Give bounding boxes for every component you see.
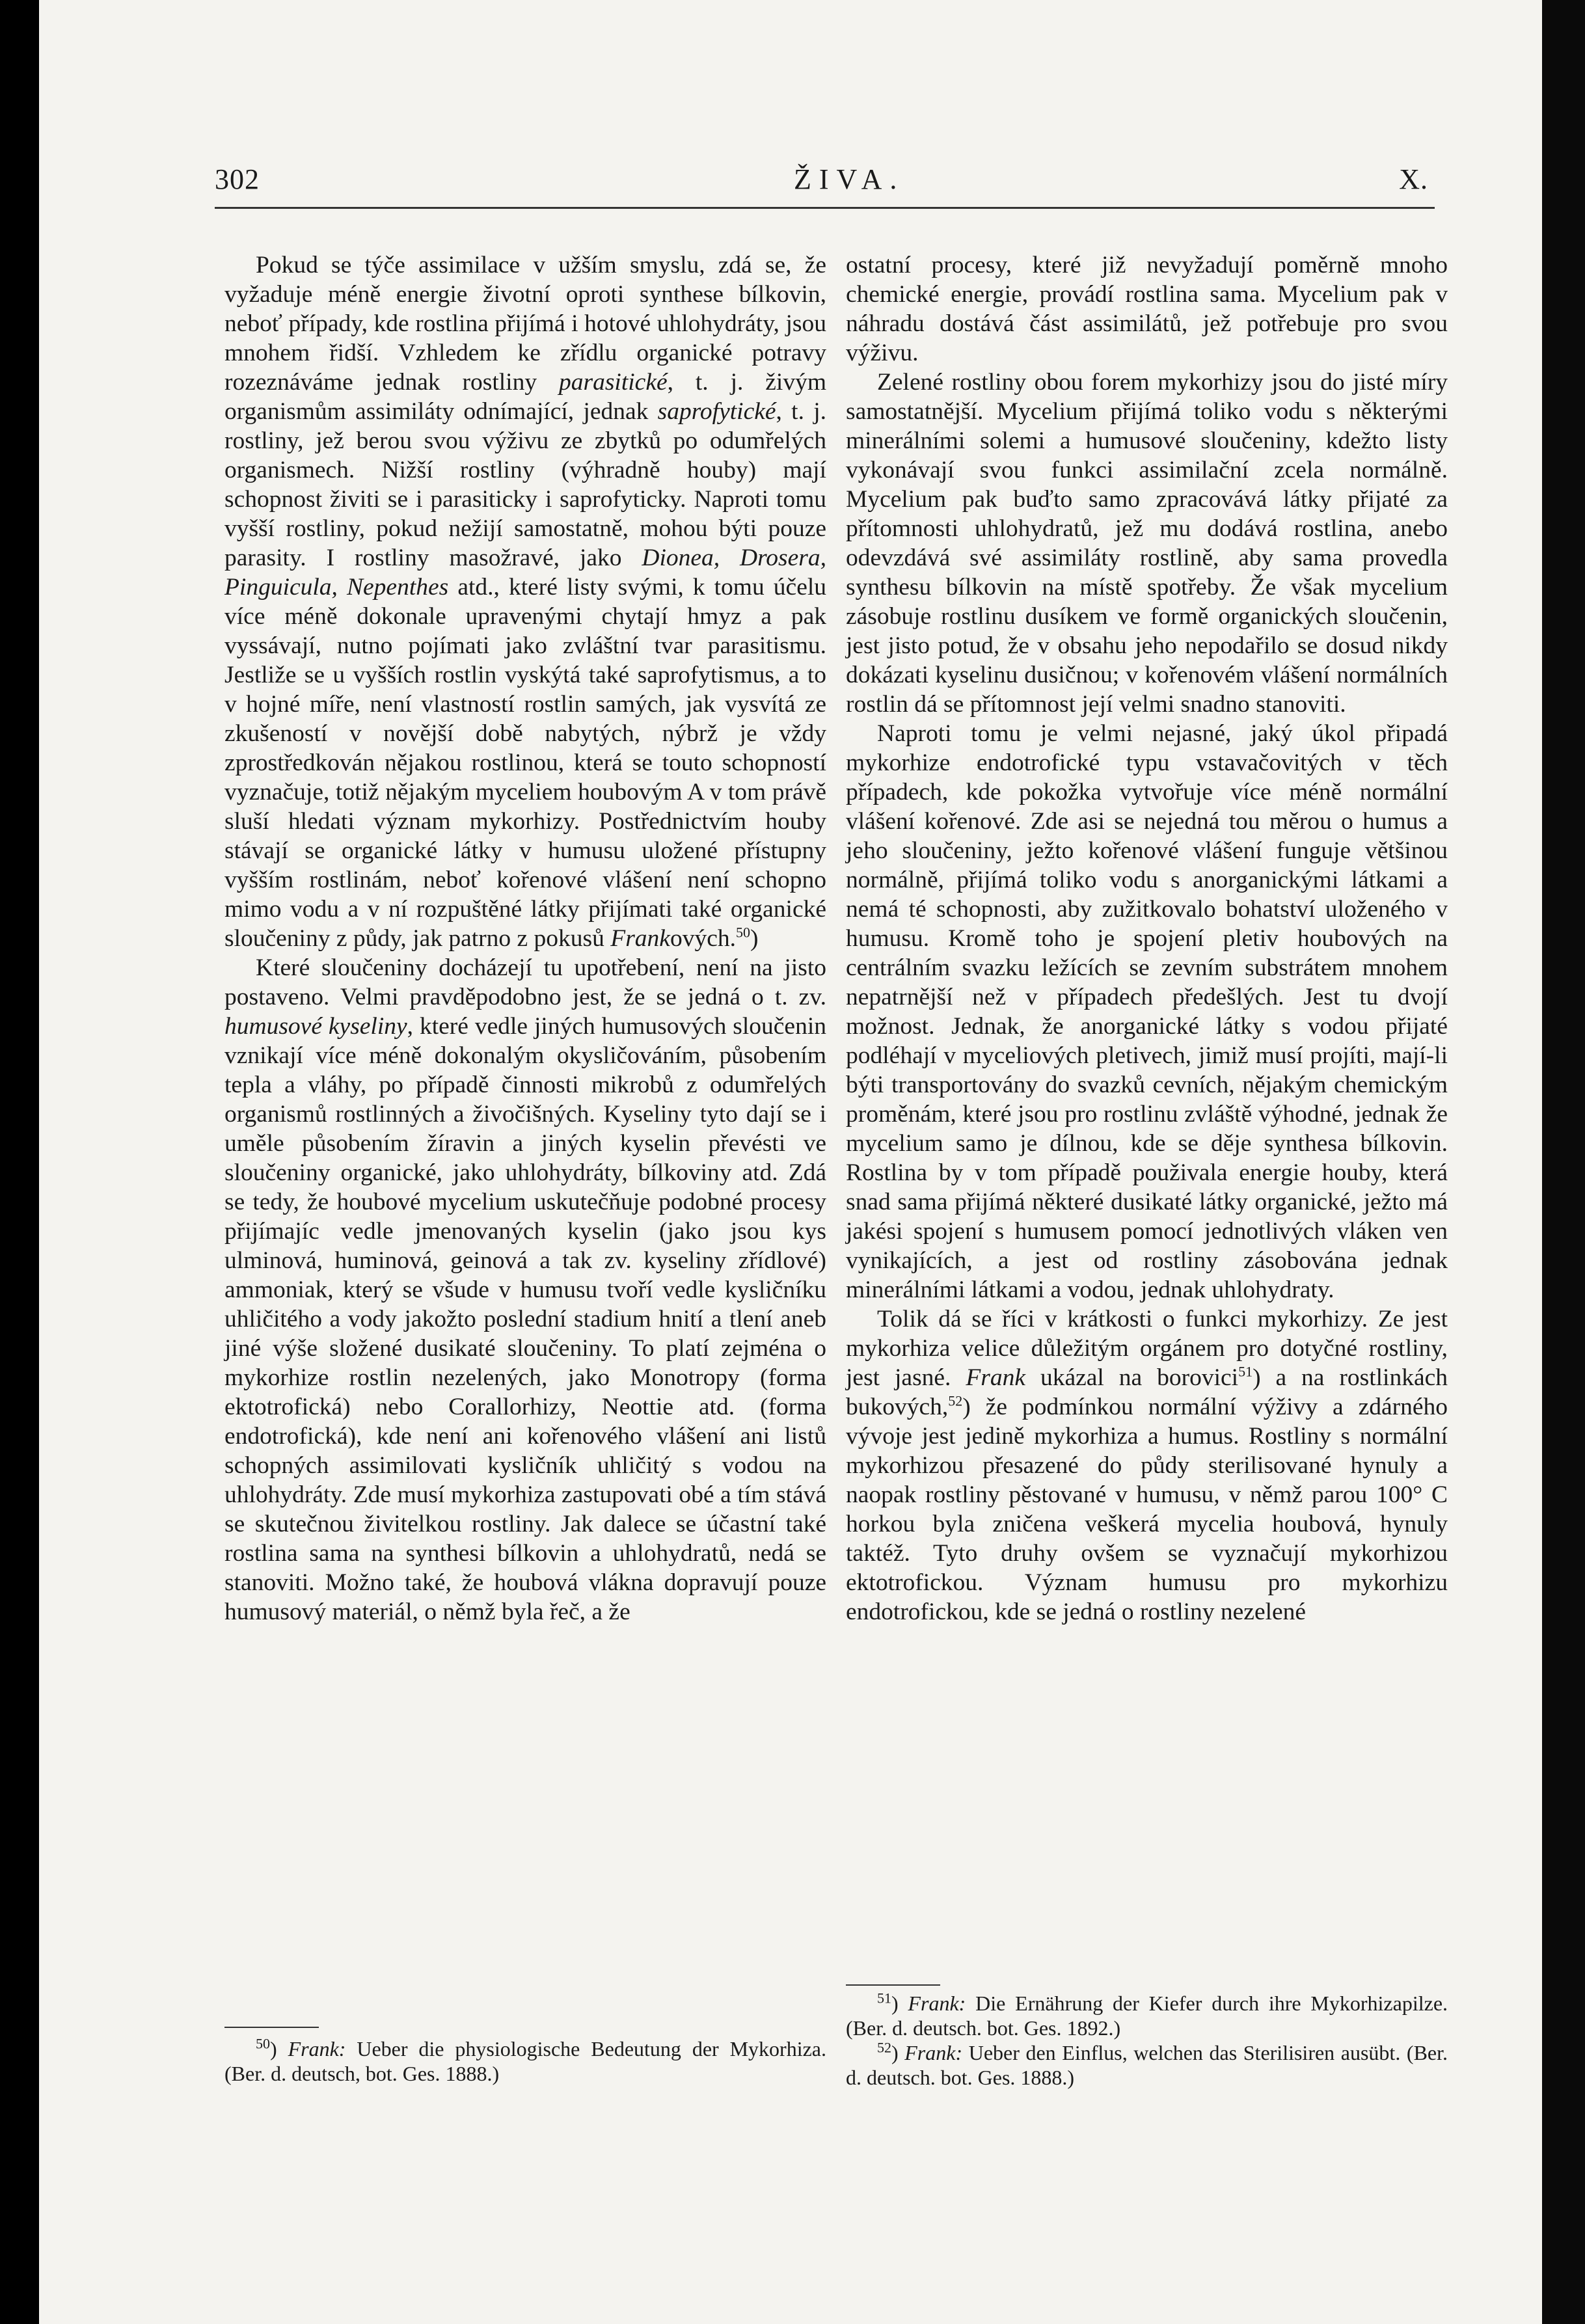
paragraph: Které sloučeniny docházejí tu upotřebení, není na jisto postaveno. Velmi pravděpodobno jest, že se jedná o t. zv. humusové kyseliny, které vedle jiných humusových sloučenin vznikají více méně dokonalým okysličováním, působením tepla a vláhy, po případě činnosti mikrobů z odumřelých organismů rostlinných a živočišných. Kyseliny tyto dají se i uměle působením žíravin a jiných kyselin převésti ve sloučeniny organické, jako uhlohydráty, bílkoviny atd. Zdá se tedy, že houbové mycelium uskutečňuje podobné procesy přijímajíc vedle jmenovaných kyselin (jako jsou kys ulminová, huminová, geinová a tak zv. kyseliny zřídlové) ammoniak, který se všude v humusu tvoří vedle kysličníku uhličitého a vody jakožto poslední stadium hnití a tlení aneb jiné výše složené dusikaté sloučeniny. To platí zejména o mykorhize rostlin nezelených, jako Monotropy (forma ektotrofická) nebo Corallorhizy, Neottie atd. (forma endotrofická), kde není ani kořenového vlášení ani listů schopných assimilovati kysličník uhličitý s vodou na uhlohydráty. Zde musí mykorhiza zastupovati obé a tím stává se skutečnou živitelkou rostliny. Jak dalece se účastní také rostlina sama na synthesi bílkovin a uhlohydratů, nedá se stanoviti. Možno také, že houbová vlákna dopravují pouze humusový materiál, o němž byla řeč, a že: [224, 954, 826, 1625]
left-column: [224, 250, 826, 1627]
journal-title: ŽIVA.: [794, 163, 905, 195]
footnote: $^{51}$) Frank: Die Ernährung der Kiefer durch ihre Mykorhizapilze. (Ber. d. deutsch. bot. Ges. 1892.): [846, 1990, 1448, 2040]
footnotes-right: [846, 1991, 1448, 2090]
volume-number: X.: [1399, 163, 1428, 195]
header-rule: [215, 207, 1435, 209]
footnote: $^{50}$) Frank: Ueber die physiologische Bedeutung der Mykorhiza. (Ber. d. deutsch, bot. Ges. 1888.): [224, 2035, 827, 2085]
right-column: [846, 250, 1448, 1627]
paragraph: Zelené rostliny obou forem mykorhizy jsou do jisté míry samostatnější. Mycelium přijímá toliko vodu s některými minerálními solemi a humusové sloučeniny, kdežto listy vykonávají svou funkci assimilační zcela normálně. Mycelium pak buďto samo zpracovává látky přijaté za přítomnosti uhlohydratů, jež mu dodává rostlina, anebo odevzdává své assimiláty rostlině, aby sama provedla synthesu bílkovin na místě spotřeby. Že však mycelium zásobuje rostlinu dusíkem ve formě organických sloučenin, jest jisto potud, že v obsahu jeho nepodařilo se dosud nikdy dokázati kyselinu dusičnou; v kořenovém vlášení normálních rostlin dá se přítomnost její velmi snadno stanoviti.: [846, 369, 1448, 718]
footnote: $^{52}$) Frank: Ueber den Einflus, welchen das Sterilisiren ausübt. (Ber. d. deutsch. bot. Ges. 1888.): [846, 2039, 1448, 2089]
footnote-rule: [224, 2027, 319, 2028]
running-header: [215, 163, 1428, 202]
scan-edge: [1542, 0, 1585, 2324]
footnote-rule: [846, 1984, 940, 1986]
paragraph: Pokud se týče assimilace v užším smyslu, zdá se, že vyžaduje méně energie životní oproti synthese bílkovin, neboť případy, kde rostlina přijímá i hotové uhlohydráty, jsou mnohem řidší. Vzhledem ke zřídlu organické potravy rozeznáváme jednak rostliny parasitické, t. j. živým organismům assimiláty odnímající, jednak saprofytické, t. j. rostliny, jež berou svou výživu ze zbytků po odumřelých organismech. Nižší rostliny (výhradně houby) mají schopnost živiti se i parasiticky i saprofyticky. Naproti tomu vyšší rostliny, pokud nežijí samostatně, mohou býti pouze parasity. I rostliny masožravé, jako Dionea, Drosera, Pinguicula, Nepenthes atd., které listy svými, k tomu účelu více méně dokonale upravenými chytají hmyz a pak vyssávají, nutno pojímati jako zvláštní tvar parasitismu. Jestliže se u vyšších rostlin vyskýtá také saprofytismus, a to v hojné míře, není vlastností rostlin samých, jak vysvítá ze zkušeností v novější době nabytých, nýbrž je vždy zprostředkován nějakou rostlinou, která se touto schopností vyznačuje, totiž nějakým myceliem houbovým A v tom právě sluší hledati význam mykorhizy. Postřednictvím houby stávají se organické látky v humusu uložené přístupny vyšším rostlinám, neboť kořenové vlášení není schopno mimo vodu a v ní rozpuštěné látky přijímati také organické sloučeniny z půdy, jak patrno z pokusů Frankových.$^{50}$): [224, 252, 827, 952]
paragraph: Tolik dá se říci v krátkosti o funkci mykorhizy. Ze jest mykorhiza velice důležitým orgánem pro dotyčné rostliny, jest jasné. Frank ukázal na borovici$^{51}$) a na rostlinkách bukových,$^{52}$) že podmínkou normální výživy a zdárného vývoje jest jedině mykorhiza a humus. Rostliny s normální mykorhizou přesazené do půdy sterilisované hynuly a naopak rostliny pěstované v humusu, v němž parou 100° C horkou byla zničena veškerá mycelia houbová, hynuly taktéž. Tyto druhy ovšem se vyznačují mykorhizou ektotrofickou. Význam humusu pro mykorhizu endotrofickou, kde se jedná o rostliny nezelené: [846, 1306, 1448, 1625]
footnote-ref: 50: [735, 924, 750, 941]
paragraph: Naproti tomu je velmi nejasné, jaký úkol připadá mykorhize endotrofické typu vstavačovitých v těch případech, kde pokožka vytvořuje více méně normální vlášení kořenové. Zde asi se nejedná tou měrou o humus a jeho sloučeniny, ježto kořenové vlášení funguje většinou normálně, přijímá toliko vodu s anorganickými látkami a nemá té schopnosti, aby zužitkovalo bohatství uloženého v humusu. Kromě toho je spojení pletiv houbových na centrálním svazku ležících se zevním substrátem mnohem nepatrnější než v případech předešlých. Jest tu dvojí možnost. Jednak, že anorganické látky s vodou přijaté podléhají v myceliových pletivech, jimiž musí projíti, mají-li býti transportovány do svazků cevních, nějakým chemickým proměnám, které jsou pro rostlinu zvláště výhodné, jednak že mycelium samo je dílnou, kde se děje synthesa bílkovin. Rostlina by v tom případě použivala energie houby, která snad sama přijímá některé dusikaté látky organické, ježto má jakési spojení s humusem pomocí jednotlivých vláken ven vynikajících, a jest od rostliny zásobována jednak minerálními látkami a vodou, jednak uhlohydraty.: [846, 720, 1448, 1303]
paragraph: ostatní procesy, které již nevyžadují poměrně mnoho chemické energie, provádí rostlina sama. Mycelium pak v náhradu dostává část assimilátů, jež potřebuje pro svou výživu.: [846, 252, 1448, 366]
page-number: 302: [215, 163, 260, 195]
footnote-ref: 52: [948, 1392, 963, 1409]
footnote-ref: 51: [1238, 1363, 1253, 1380]
